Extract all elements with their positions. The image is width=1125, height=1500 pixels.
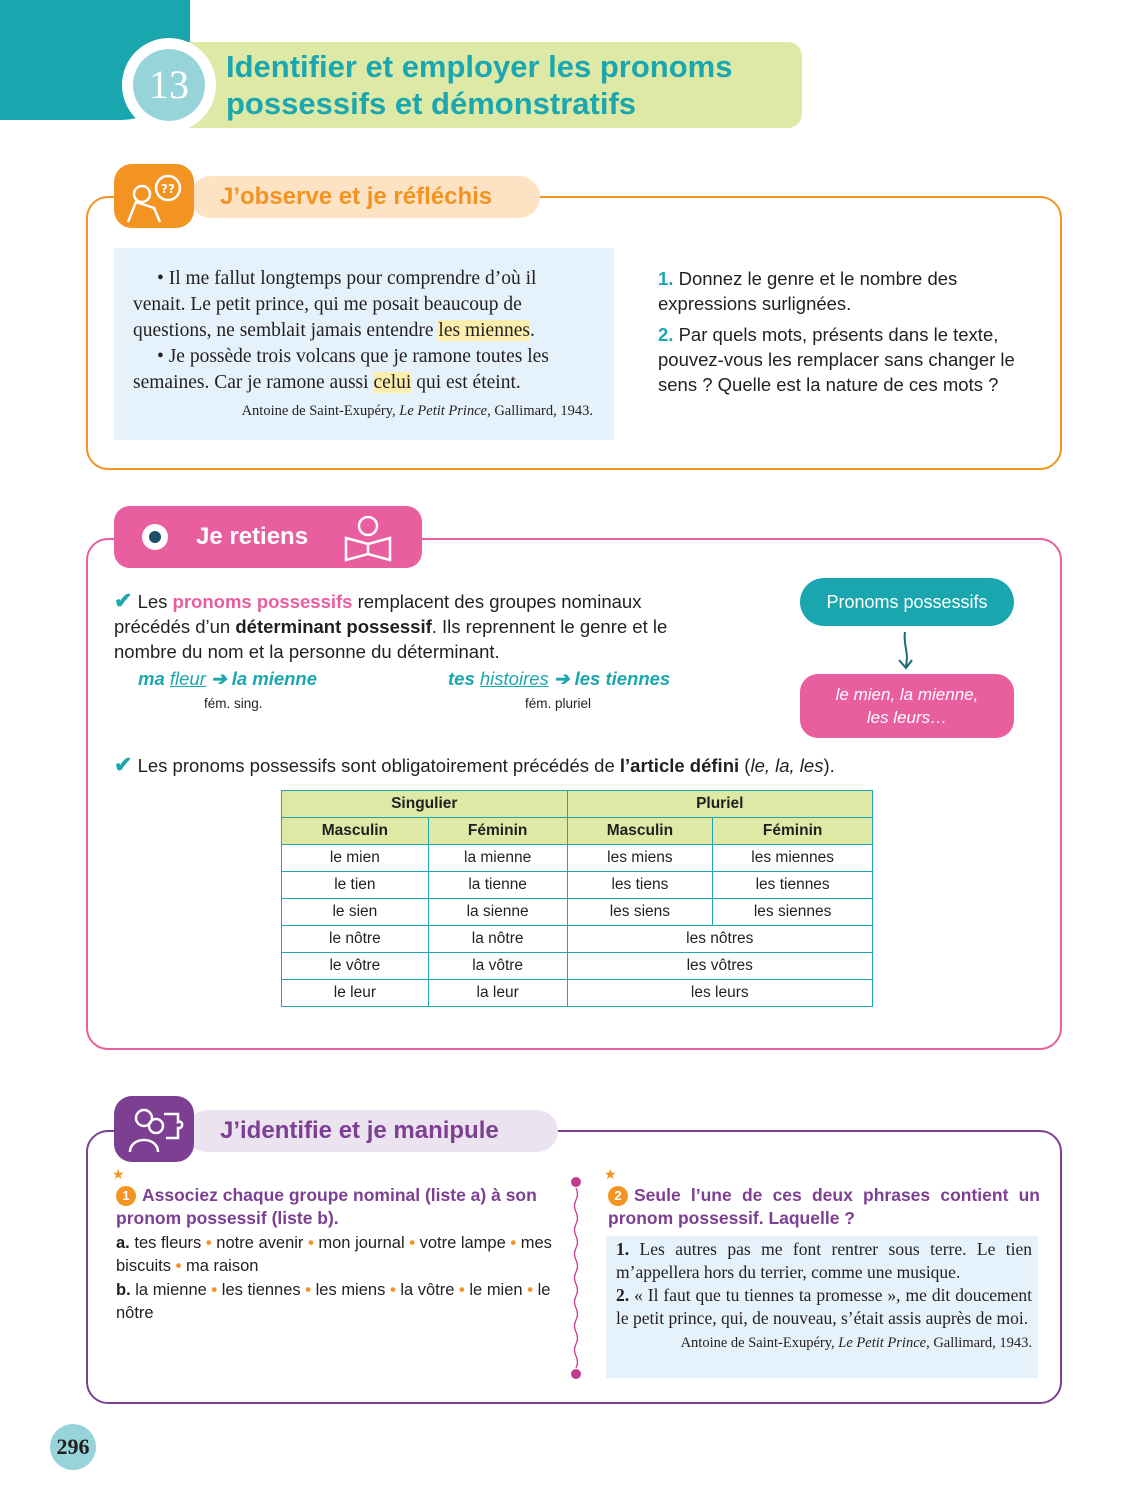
header-sing-masc: Masculin: [282, 818, 429, 845]
exercise-2-title: 2 Seule l’une de ces deux phrases contient un pronom possessif. Laquelle ?: [608, 1185, 1040, 1228]
exercise-1-list-a: a. tes fleurs • notre avenir • mon journal • votre lampe • mes biscuits • ma raison: [116, 1234, 552, 1275]
bubble-examples: le mien, la mienne, les leurs…: [800, 674, 1014, 738]
table-row: le nôtre la nôtre les nôtres: [282, 926, 873, 953]
header-pluriel: Pluriel: [567, 791, 872, 818]
lesson-number: 13: [133, 49, 205, 121]
table-row: le mien la mienne les miens les miennes: [282, 845, 873, 872]
header-plur-masc: Masculin: [567, 818, 713, 845]
check-icon: ✔: [114, 752, 133, 777]
star-icon: ★: [604, 1166, 617, 1182]
exercise-2-number: 2: [608, 1186, 628, 1206]
table-row: le leur la leur les leurs: [282, 980, 873, 1007]
arrow-right-icon: ➔: [211, 668, 227, 689]
excerpt-paragraph-1: • Il me fallut longtemps pour comprendre d’où il venait. Le petit prince, qui me posait beaucoup de questions, ne semblait jamais entendre les miennes.: [133, 268, 537, 341]
table-row: le tien la tienne les tiens les tiennes: [282, 872, 873, 899]
observe-questions: [658, 266, 1018, 397]
header-plur-fem: Féminin: [713, 818, 873, 845]
check-icon: ✔: [114, 588, 133, 613]
pronouns-table: [281, 790, 873, 1007]
retiens-heading: Je retiens: [196, 523, 309, 550]
speech-bubbles-icon: [114, 164, 194, 228]
header-sing-fem: Féminin: [428, 818, 567, 845]
title-line-1: Identifier et employer les pronoms: [226, 49, 733, 84]
exercise-2-sentences: [616, 1238, 1032, 1355]
highlight-celui: celui: [373, 372, 412, 393]
highlight-les-miennes: les miennes: [438, 320, 530, 341]
example-2: tes histoires ➔ les tiennes: [448, 668, 671, 689]
exercise-2-sentence-2: 2. « Il faut que tu tiennes ta promesse », me dit doucement le petit prince, qui, de nouveau, s’était assis auprès de moi.: [616, 1285, 1033, 1328]
example-2-label: fém. pluriel: [525, 696, 592, 711]
star-icon: ★: [112, 1166, 125, 1182]
reading-person-icon: [342, 514, 394, 569]
wavy-divider: [570, 1176, 582, 1387]
rule-2: ✔ Les pronoms possessifs sont obligatoirement précédés de l’article défini (le, la, les).: [114, 752, 835, 777]
example-1: ma fleur ➔ la mienne: [138, 668, 318, 689]
exercise-1-title: 1 Associez chaque groupe nominal (liste a) à son pronom possessif (liste b).: [116, 1185, 537, 1228]
exercise-1-list-b: b. la mienne • les tiennes • les miens • la vôtre • le mien • le nôtre: [116, 1281, 551, 1322]
table-row: le vôtre la vôtre les vôtres: [282, 953, 873, 980]
page-number: 296: [50, 1424, 96, 1470]
arrow-down-icon: [895, 630, 919, 677]
retiens-heading-pill: [114, 506, 422, 568]
question-1: 1. Donnez le genre et le nombre des expressions surlignées.: [658, 268, 958, 314]
question-2: 2. Par quels mots, présents dans le texte, pouvez-vous les remplacer sans changer le sens ? Quelle est la nature de ces mots ?: [658, 324, 1015, 395]
arrow-right-icon: ➔: [553, 668, 570, 689]
bullet-icon: [142, 524, 168, 550]
header-singulier: Singulier: [282, 791, 568, 818]
exercise-2-sentence-1: 1. Les autres pas me font rentrer sous terre. Le tien m’appellera hors du terrier, comme une musique.: [616, 1239, 1032, 1282]
literary-excerpt: [133, 266, 593, 424]
example-1-label: fém. sing.: [204, 696, 263, 711]
excerpt-paragraph-2: • Je possède trois volcans que je ramone toutes les semaines. Car je ramone aussi celui qui est éteint.: [133, 346, 549, 393]
page-title: [226, 48, 796, 122]
excerpt-citation: Antoine de Saint-Exupéry, Le Petit Prince, Gallimard, 1943.: [241, 403, 593, 419]
svg-text:??: ??: [161, 182, 175, 196]
title-line-2: possessifs et démonstratifs: [226, 86, 637, 121]
table-row: le sien la sienne les siens les siennes: [282, 899, 873, 926]
rule-1: ✔ Les pronoms possessifs remplacent des groupes nominaux précédés d’un déterminant possessif. Ils reprennent le genre et le nombre du nom et la personne du déterminant.: [114, 588, 668, 662]
exercise-1-number: 1: [116, 1186, 136, 1206]
group-puzzle-icon: [114, 1096, 194, 1162]
manipule-heading: J’identifie et je manipule: [186, 1110, 558, 1152]
bubble-pronoms-possessifs: Pronoms possessifs: [800, 578, 1014, 626]
observe-heading: J’observe et je réfléchis: [190, 176, 540, 218]
exercise-2-citation: Antoine de Saint-Exupéry, Le Petit Prince, Gallimard, 1943.: [680, 1335, 1032, 1351]
